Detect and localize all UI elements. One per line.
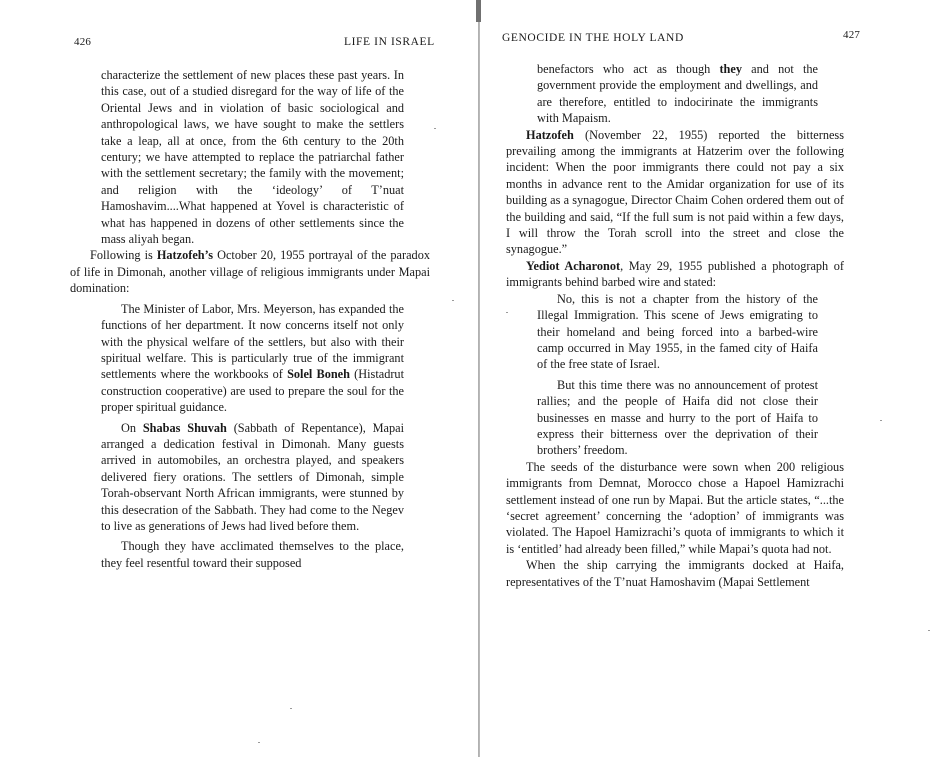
right-page: [480, 0, 952, 757]
block-quote: characterize the settlement of new places these past years. In this case, out of a studied disregard for the way of life of the Oriental Jews and in violation of basic sociological and anthropological laws, we have sought to make the settlers take a leap, all at once, from the 6th century to the 20th century; we have attempted to replace the patriarchal father with the settlement secretary; the family with the movement; and religion with the ‘ideology’ of T’nuat Hamoshavim....What happened at Yovel is characteristic of what has happened in dozens of other settlements since the mass aliyah began.: [101, 68, 404, 247]
block-quote: [70, 420, 430, 535]
text-run: benefactors who act as though: [537, 62, 720, 76]
text-run: On: [121, 420, 143, 435]
source-name: Hatzofeh’s: [156, 248, 214, 263]
text-run: Following is: [90, 248, 157, 263]
text-run: , May 29, 1955 published a photograph of immigrants behind barbed wire and stated:: [506, 258, 844, 290]
block-quote: But this time there was no announcement of protest rallies; and the people of Haifa did not close their businesses en masse and hurry to the port of Haifa to express their bitterness over the deprivation of their brothers’ freedom.: [537, 377, 818, 458]
emphasis: Solel Boneh: [287, 367, 350, 382]
text-run: The Minister of Labor, Mrs. Meyerson, has expanded the functions of her department. It now concerns itself not only with the physical welfare of the settlers, but also with their spiritual welfare. This is particularly true of the immigrant settlements where the workbooks of: [101, 301, 404, 382]
page-body: [70, 67, 430, 571]
text-run: (November 22, 1955) reported the bitterness prevailing among the immigrants at Hatzerim over the following incident: When the poor immigrants there could not pay a six months in advance rent to the Amidar organization for use of its building as a synagogue, Director Chaim Cohen ordered them out of the building and said, “If the full sum is not paid within a few days, I will throw the Torah scroll into the street and close the synagogue.”: [506, 127, 844, 257]
paragraph: [506, 127, 844, 258]
paragraph: The seeds of the disturbance were sown when 200 religious immigrants from Demnat, Morocco chose a Hapoel Hamizrachi settlement instead of one run by Mapai. But the article states, “...the ‘secret agreement’ concerning the ‘adoption’ of immigrants was violated. The Hapoel Hamizrachi’s quota of immigrants to which it is ‘entitled’ had already been filled,” while Mapai’s quota had not.: [506, 459, 844, 556]
text-run: (Histadrut construction cooperative) are used to prepare the soul for the proper spiritual guidance.: [101, 367, 404, 415]
text-run: (Sabbath of Repentance), Mapai arranged a dedication festival in Dimonah. Many guests arrived in automobiles, an orchestra played, and speakers delivered fiery orations. The settlers of Dimonah, simple Torah-observant North African immigrants, were stunned by this desecration of the Sabbath. They had come to the Negev to live as generations of Jews had lived before them.: [101, 420, 405, 533]
page-number: 426: [74, 36, 92, 48]
paragraph: [506, 258, 844, 291]
scan-speck: [928, 630, 930, 631]
emphasis: they: [719, 62, 742, 76]
source-name: Yediot Acharonot: [526, 258, 621, 273]
scan-speck: [290, 708, 292, 709]
running-head: GENOCIDE IN THE HOLY LAND: [502, 32, 684, 44]
paragraph: When the ship carrying the immigrants docked at Haifa, representatives of the T’nuat Hamoshavim (Mapai Settlement: [506, 558, 844, 589]
scan-speck: [258, 742, 260, 743]
block-quote: [70, 301, 430, 416]
page-number: 427: [843, 29, 861, 41]
emphasis: Shabas Shuvah: [142, 420, 227, 435]
block-quote: Though they have acclimated themselves to the place, they feel resentful toward their supposed: [101, 539, 404, 570]
paragraph: [70, 247, 430, 296]
scan-speck: [880, 420, 882, 421]
source-name: Hatzofeh: [526, 127, 574, 142]
block-quote: [506, 61, 844, 127]
page-body: [506, 61, 844, 590]
block-quote: No, this is not a chapter from the history of the Illegal Immigration. This scene of Jews emigrating to their homeland and being forced into a barbed-wire camp occurred in May 1955, in the famed city of Haifa of the free state of Israel.: [537, 291, 818, 372]
text-run: October 20, 1955 portrayal of the paradox of life in Dimonah, another village of religious immigrants under Mapai domination:: [70, 248, 430, 296]
scan-speck: [434, 128, 436, 129]
scan-speck: [506, 312, 508, 313]
running-head: LIFE IN ISRAEL: [344, 36, 435, 48]
text-run: and not the government provide the employment and dwellings, and are therefore, entitled to indocirinate the immigrants with Mapaism.: [537, 62, 819, 126]
scan-speck: [452, 300, 454, 301]
